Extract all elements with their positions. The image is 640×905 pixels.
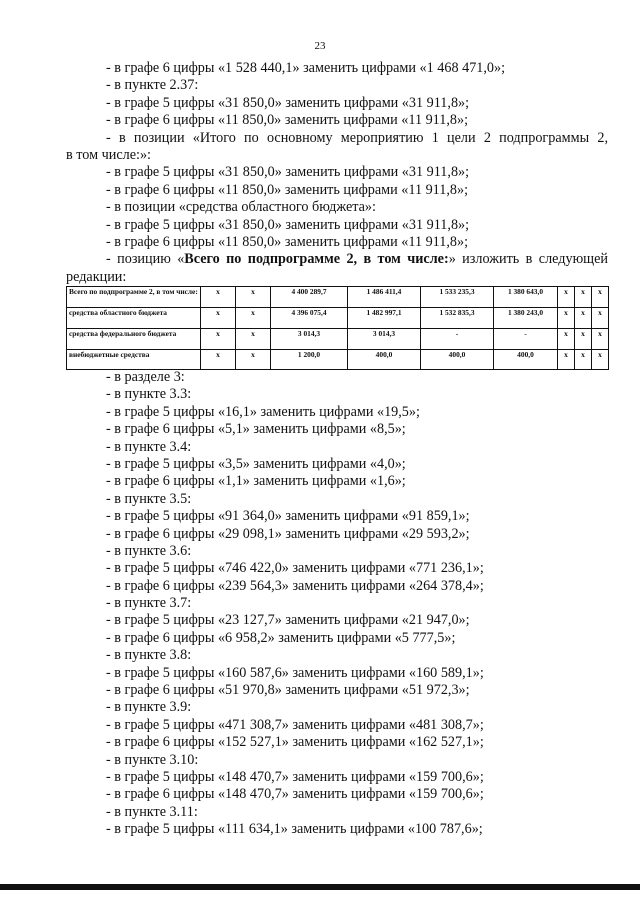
amendments-top [66, 60, 608, 286]
table-cell: х [592, 350, 609, 370]
amendment-line: - в графе 6 цифры «148 470,7» заменить цифрами «159 700,6»; [106, 786, 484, 803]
amendment-line: - в графе 5 цифры «746 422,0» заменить цифрами «771 236,1»; [106, 560, 484, 577]
budget-table [66, 286, 609, 370]
table-cell: х [558, 287, 575, 308]
table-row [67, 287, 609, 308]
table-row [67, 350, 609, 370]
table-cell: 1 482 997,1 [348, 308, 421, 329]
amendment-line: - в пункте 3.11: [106, 803, 198, 820]
table-cell: х [236, 287, 271, 308]
total-paragraph-line2: редакции: [66, 268, 127, 285]
table-cell: 3 014,3 [348, 329, 421, 350]
amendment-line: - в графе 5 цифры «160 587,6» заменить цифрами «160 589,1»; [106, 664, 484, 681]
table-cell: х [236, 308, 271, 329]
total-paragraph [66, 251, 608, 286]
table-cell: х [201, 287, 236, 308]
table-cell: х [236, 329, 271, 350]
amendment-line: - в графе 5 цифры «471 308,7» заменить цифрами «481 308,7»; [106, 716, 484, 733]
table-cell: х [575, 287, 592, 308]
table-cell: Всего по подпрограмме 2, в том числе: [67, 287, 201, 308]
footer-rule [0, 884, 640, 890]
amendment-line: - в пункте 2.37: [106, 77, 199, 94]
amendments-bottom [66, 369, 608, 839]
table-cell: 1 200,0 [271, 350, 348, 370]
amendment-line: - в пункте 3.3: [106, 386, 192, 403]
amendment-line: - в графе 6 цифры «239 564,3» заменить цифрами «264 378,4»; [106, 577, 484, 594]
table-cell: х [201, 329, 236, 350]
amendment-line: - в графе 5 цифры «23 127,7» заменить цифрами «21 947,0»; [106, 612, 470, 629]
amendment-line: - в графе 6 цифры «51 970,8» заменить цифрами «51 972,3»; [106, 682, 470, 699]
amendment-line: - в графе 6 цифры «152 527,1» заменить цифрами «162 527,1»; [106, 734, 484, 751]
table-cell: 1 533 235,3 [421, 287, 494, 308]
amendment-line: - в графе 6 цифры «11 850,0» заменить цифрами «11 911,8»; [106, 181, 469, 198]
table-cell: х [575, 350, 592, 370]
amendment-line: - в графе 6 цифры «11 850,0» заменить цифрами «11 911,8»; [106, 112, 469, 129]
table-cell: внебюджетные средства [67, 350, 201, 370]
table-cell: х [592, 287, 609, 308]
amendment-line: - в графе 5 цифры «31 850,0» заменить цифрами «31 911,8»; [106, 164, 470, 181]
table-cell: 400,0 [348, 350, 421, 370]
table-cell: средства федерального бюджета [67, 329, 201, 350]
amendment-line: - в пункте 3.8: [106, 647, 192, 664]
table-cell: 400,0 [421, 350, 494, 370]
table-cell: х [201, 350, 236, 370]
table-cell: х [201, 308, 236, 329]
amendment-line: - в графе 5 цифры «16,1» заменить цифрами «19,5»; [106, 403, 420, 420]
amendment-line: - в графе 6 цифры «5,1» заменить цифрами «8,5»; [106, 421, 406, 438]
page-number: 23 [314, 40, 326, 52]
table-cell: 4 400 289,7 [271, 287, 348, 308]
table-cell: 1 380 243,0 [494, 308, 558, 329]
amendment-line: - в графе 6 цифры «11 850,0» заменить цифрами «11 911,8»; [106, 233, 469, 250]
total-paragraph-line1 [66, 251, 608, 268]
amendment-line: - в графе 5 цифры «91 364,0» заменить цифрами «91 859,1»; [106, 508, 470, 525]
amendment-line: - в пункте 3.4: [106, 438, 192, 455]
amendment-line: - в пункте 3.5: [106, 490, 192, 507]
table-cell: х [592, 329, 609, 350]
position-paragraph-line1: - в позиции «Итого по основному мероприятию 1 цели 2 подпрограммы 2, [106, 129, 608, 146]
amendment-line: - в графе 6 цифры «29 098,1» заменить цифрами «29 593,2»; [106, 525, 470, 542]
amendment-line: - в разделе 3: [106, 369, 185, 385]
total-bold: Всего по подпрограмме 2, в том числе: [184, 251, 449, 268]
amendment-line: - в графе 5 цифры «31 850,0» заменить цифрами «31 911,8»; [106, 94, 470, 111]
table-cell: 3 014,3 [271, 329, 348, 350]
table-cell: х [558, 329, 575, 350]
position-paragraph [66, 130, 608, 165]
table-cell: 1 532 835,3 [421, 308, 494, 329]
table-cell: х [558, 308, 575, 329]
table-cell: 1 380 643,0 [494, 287, 558, 308]
amendment-line: - в пункте 3.7: [106, 595, 192, 612]
table-cell: 1 486 411,4 [348, 287, 421, 308]
table-cell: х [592, 308, 609, 329]
table-cell: средства областного бюджета [67, 308, 201, 329]
total-prefix: - позицию « [106, 251, 185, 268]
amendment-line: - в пункте 3.9: [106, 699, 192, 716]
table-cell: - [421, 329, 494, 350]
table-cell: х [575, 308, 592, 329]
amendment-line: - в графе 6 цифры «6 958,2» заменить цифрами «5 777,5»; [106, 629, 456, 646]
table-cell: - [494, 329, 558, 350]
table-cell: х [558, 350, 575, 370]
amendment-line: - в графе 5 цифры «31 850,0» заменить цифрами «31 911,8»; [106, 216, 470, 233]
table-cell: 400,0 [494, 350, 558, 370]
table-cell: х [575, 329, 592, 350]
amendment-line: - в позиции «средства областного бюджета»: [106, 199, 376, 216]
amendment-line: - в графе 6 цифры «1,1» заменить цифрами «1,6»; [106, 473, 406, 490]
amendment-line: - в графе 5 цифры «111 634,1» заменить цифрами «100 787,6»; [106, 821, 483, 838]
total-suffix: » изложить в следующей [448, 251, 608, 268]
table-cell: х [236, 350, 271, 370]
amendment-line: - в графе 5 цифры «148 470,7» заменить цифрами «159 700,6»; [106, 768, 484, 785]
amendment-line: - в пункте 3.10: [106, 751, 199, 768]
table-row [67, 329, 609, 350]
table-cell: 4 396 075,4 [271, 308, 348, 329]
position-paragraph-line2: в том числе:»: [66, 146, 151, 163]
table-row [67, 308, 609, 329]
amendment-line: - в пункте 3.6: [106, 542, 192, 559]
amendment-line: - в графе 5 цифры «3,5» заменить цифрами «4,0»; [106, 455, 406, 472]
amendment-line: - в графе 6 цифры «1 528 440,1» заменить цифрами «1 468 471,0»; [106, 60, 506, 76]
